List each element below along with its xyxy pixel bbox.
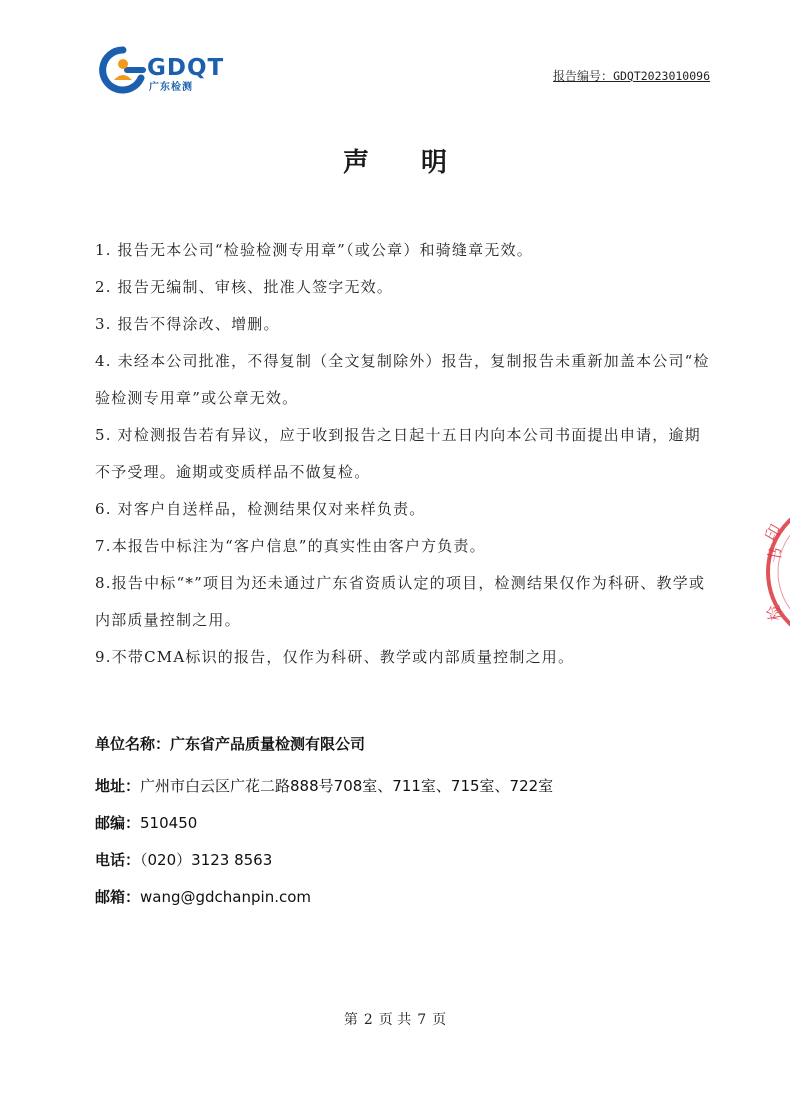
declaration-item-4: 4. 未经本公司批准，不得复制（全文复制除外）报告，复制报告未重新加盖本公司“检验检测专用章”或公章无效。 (95, 352, 710, 407)
page-title: 声明 (342, 148, 499, 178)
email-label: 邮箱： (95, 888, 141, 906)
declaration-item-1: 1. 报告无本公司“检验检测专用章”（或公章）和骑缝章无效。 (95, 241, 533, 259)
email-value: wang@gdchanpin.com (140, 888, 311, 906)
address-value: 广州市白云区广花二路888号708室、711室、715室、722室 (140, 777, 554, 795)
svg-text:书: 书 (764, 545, 786, 565)
logo-subtext: 广东检测 (149, 82, 193, 93)
declaration-item-7: 7.本报告中标注为“客户信息”的真实性由客户方负责。 (95, 537, 486, 555)
email-row (95, 879, 735, 916)
svg-text:印: 印 (761, 521, 786, 545)
declaration-item-5: 5. 对检测报告若有异议，应于收到报告之日起十五日内向本公司书面提出申请，逾期不予受理。逾期或变质样品不做复检。 (95, 426, 701, 481)
declaration-item-9: 9.不带CMA标识的报告，仅作为科研、教学或内部质量控制之用。 (95, 648, 575, 666)
report-number-value: GDQT2023010096 (613, 69, 710, 83)
postcode-value: 510450 (140, 814, 198, 832)
total-pages: 7 (417, 1012, 427, 1028)
phone-label: 电话： (95, 851, 141, 869)
footer-prefix: 第 (343, 1012, 358, 1028)
address-row (95, 768, 735, 805)
phone-value: （020）3123 8563 (140, 851, 273, 869)
postcode-label: 邮编： (95, 814, 141, 832)
phone-row (95, 842, 735, 879)
declaration-item-8: 8.报告中标“*”项目为还未通过广东省资质认定的项目，检测结果仅作为科研、教学或内部质量控制之用。 (95, 574, 706, 629)
company-logo (97, 44, 237, 96)
logo-mark-icon (97, 44, 149, 96)
unit-name-value: 广东省产品质量检测有限公司 (170, 735, 366, 753)
svg-text:检: 检 (763, 603, 786, 623)
company-seal (760, 492, 790, 652)
address-label: 地址： (95, 777, 141, 795)
declaration-list (95, 232, 715, 676)
declaration-item-2: 2. 报告无编制、审核、批准人签字无效。 (95, 278, 394, 296)
unit-name-row (95, 726, 735, 763)
contact-block (95, 726, 735, 916)
page-number: 2 (363, 1012, 373, 1028)
unit-name-label: 单位名称： (95, 735, 171, 753)
declaration-item-3: 3. 报告不得涂改、增删。 (95, 315, 280, 333)
declaration-item-6: 6. 对客户自送样品，检测结果仅对来样负责。 (95, 500, 426, 518)
report-number (553, 67, 710, 84)
report-number-label: 报告编号： (553, 69, 614, 83)
footer-middle: 页 共 (378, 1012, 412, 1028)
footer-suffix: 页 (432, 1012, 447, 1028)
postcode-row (95, 805, 735, 842)
page-footer (0, 1009, 790, 1029)
logo-text: GDQT (147, 55, 225, 81)
